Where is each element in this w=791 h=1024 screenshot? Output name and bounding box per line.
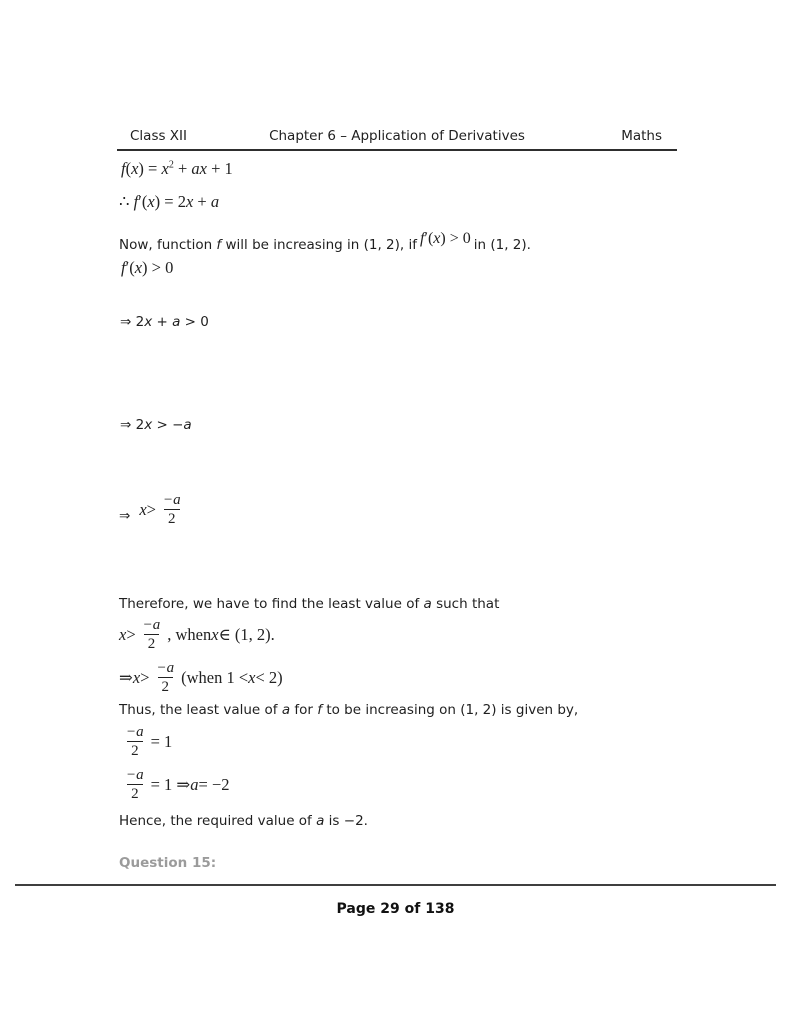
- equation-implies-2x-plus-a: ⇒ 2x + a > 0: [120, 314, 209, 330]
- equation-implies-2x-gt-neg-a: ⇒ 2x > −a: [120, 417, 192, 433]
- fraction: $\frac{-a}{2}$: [126, 724, 144, 760]
- question-heading: Question 15:: [119, 855, 217, 871]
- paragraph-thus: Thus, the least value of a for f to be increasing on (1, 2) is given by,: [119, 702, 579, 718]
- paragraph-now-pre: Now, function f will be increasing in (1, 2), if: [119, 237, 417, 253]
- header-class-label: Class XII: [130, 128, 188, 144]
- equation-x-gt-frac-when: x > $\frac{-a}{2}$ , when x ∈ (1, 2).: [119, 617, 275, 653]
- fraction: $\frac{-a}{2}$: [126, 767, 144, 803]
- raised-fraction-expression: x > $\frac{-a}{2}$: [139, 492, 187, 527]
- paragraph-now-post: in (1, 2).: [473, 237, 531, 253]
- equation-fpx-positive: f′(x) > 0: [121, 258, 174, 277]
- inline-math-fpx-positive: f′(x) > 0: [419, 230, 471, 247]
- page-number-label: Page 29 of 138: [336, 901, 455, 917]
- page-header: [117, 128, 677, 151]
- header-subject-label: Maths: [621, 128, 662, 144]
- fraction: $\frac{-a}{2}$: [162, 492, 181, 528]
- equation-neg-a-over-2-implies-a: $\frac{-a}{2}$ = 1 ⇒ a = −2: [119, 767, 230, 802]
- implies-arrow: ⇒: [119, 508, 131, 525]
- paragraph-therefore: Therefore, we have to find the least value of a such that: [119, 596, 500, 612]
- equation-fpx-derivative: ∴ f′(x) = 2x + a: [119, 192, 220, 211]
- fraction: $\frac{-a}{2}$: [156, 660, 175, 696]
- footer-rule: [15, 884, 776, 886]
- fraction: $\frac{-a}{2}$: [142, 617, 161, 653]
- header-chapter-title: Chapter 6 – Application of Derivatives: [269, 128, 525, 144]
- equation-neg-a-over-2-eq-1: $\frac{-a}{2}$ = 1: [119, 724, 172, 759]
- paragraph-hence: Hence, the required value of a is −2.: [119, 813, 368, 829]
- equation-fx: $f(x) = x^2$ + ax + 1: [121, 159, 233, 178]
- equation-implies-x-gt-frac-when: ⇒ x > $\frac{-a}{2}$ (when 1 < x < 2): [119, 660, 283, 696]
- equation-implies-x-gt-neg-a-over-2: [119, 492, 188, 527]
- paragraph-now: [119, 230, 531, 254]
